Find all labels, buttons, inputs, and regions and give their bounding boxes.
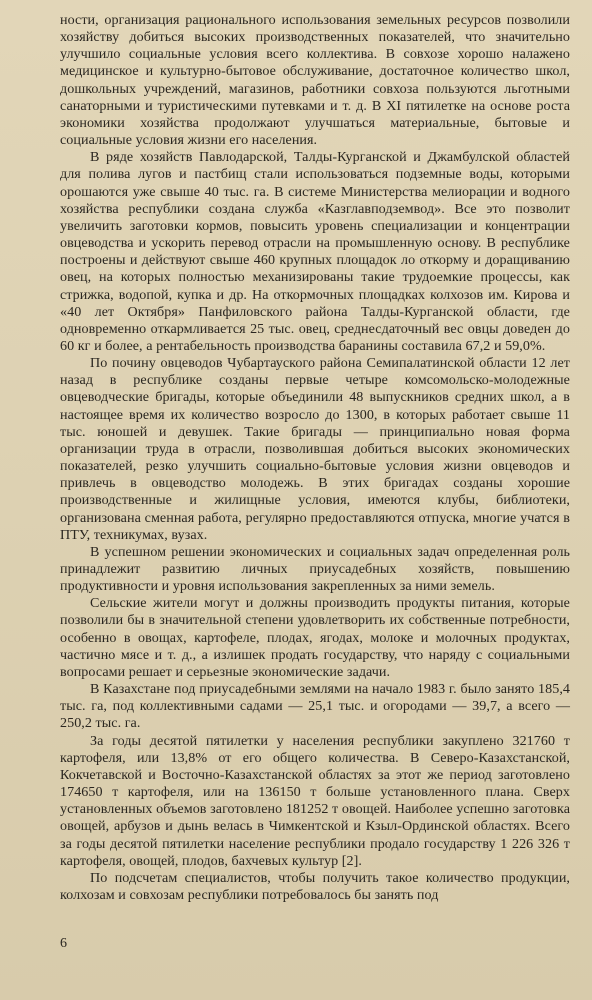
paragraph-5: Сельские жители могут и должны производить продукты питания, которые позволили бы в значительной степени удовлетворить их собственные потребности, особенно в овощах, картофеле, плодах, ягодах, молоке и молочных продуктах, частично мясе и т. д., а излишек продать государству, что наряду с социальными вопросами решает и серьезные экономические задачи. xyxy=(60,595,570,680)
body-text xyxy=(60,12,570,904)
paragraph-2: В ряде хозяйств Павлодарской, Талды-Курганской и Джамбулской областей для полива лугов и пастбищ стали использоваться подземные воды, которыми орошаются уже свыше 40 тыс. га. В системе Министерства мелиорации и водного хозяйства республики создана служба «Казглавподземвод». Все это позволит увеличить заготовки кормов, повысить уровень специализации и концентрации овцеводства и ускорить перевод отрасли на промышленную основу. В республике построены и действуют свыше 460 крупных площадок ло откорму и доращиванию овец, на которых полностью механизированы такие трудоемкие процессы, как стрижка, водопой, купка и др. На откормочных площадках колхозов им. Кирова и «40 лет Октября» Панфиловского района Талды-Курганской области, где одновременно откармливается 25 тыс. овец, среднесдаточный вес овцы доведен до 60 кг и более, а рентабельность производства баранины составила 67,2 и 59,0%. xyxy=(60,149,570,354)
paragraph-6: В Казахстане под приусадебными землями на начало 1983 г. было занято 185,4 тыс. га, под коллективными садами — 25,1 тыс. и огородами — 39,7, а всего — 250,2 тыс. га. xyxy=(60,681,570,732)
page-number: 6 xyxy=(60,936,67,951)
paragraph-8: По подсчетам специалистов, чтобы получить такое количество продукции, колхозам и совхозам республики потребовалось бы занять под xyxy=(60,869,570,903)
paragraph-1: ности, организация рационального использования земельных ресурсов позволили хозяйству добиться высоких производственных показателей, что значительно улучшило социальные условия всего коллектива. В совхозе хорошо налажено медицинское и культурно-бытовое обслуживание, достаточное количество школ, дошкольных учреждений, магазинов, работники совхоза пользуются льготными санаторными и туристическими путевками и т. д. В XI пятилетке на основе роста экономики хозяйства продолжают улучшаться материальные, бытовые и социальные условия жизни его населения. xyxy=(60,12,570,149)
paragraph-7: За годы десятой пятилетки у населения республики закуплено 321760 т картофеля, или 13,8% от его общего количества. В Северо-Казахстанской, Кокчетавской и Восточно-Казахстанской областях за этот же период заготовлено 174650 т картофеля, или на 136150 т больше установленного плана. Сверх установленных объемов заготовлено 181252 т овощей. Наиболее успешно заготовка овощей, арбузов и дынь велась в Чимкентской и Кзыл-Ординской областях. Всего за годы десятой пятилетки население республики продало государству 1 226 326 т картофеля, овощей, плодов, бахчевых культур [2]. xyxy=(60,732,570,869)
paragraph-3: По почину овцеводов Чубартауского района Семипалатинской области 12 лет назад в республике созданы первые четыре комсомольско-молодежные овцеводческие бригады, которые объединили 48 выпускников средних школ, а в настоящее время их количество возросло до 1300, в которых работает свыше 11 тыс. юношей и девушек. Такие бригады — принципиально новая форма организации труда в отрасли, позволившая добиться высоких экономических показателей, резко улучшить социально-бытовые условия жизни овцеводов и привлечь в овцеводство молодежь. В этих бригадах созданы хорошие производственные и жилищные условия, имеются клубы, библиотеки, организована сменная работа, регулярно предоставляются отпуска, многие учатся в ПТУ, техникумах, вузах. xyxy=(60,355,570,543)
paragraph-4: В успешном решении экономических и социальных задач определенная роль принадлежит развитию личных приусадебных хозяйств, повышению продуктивности и уровня использования закрепленных за ними земель. xyxy=(60,543,570,595)
